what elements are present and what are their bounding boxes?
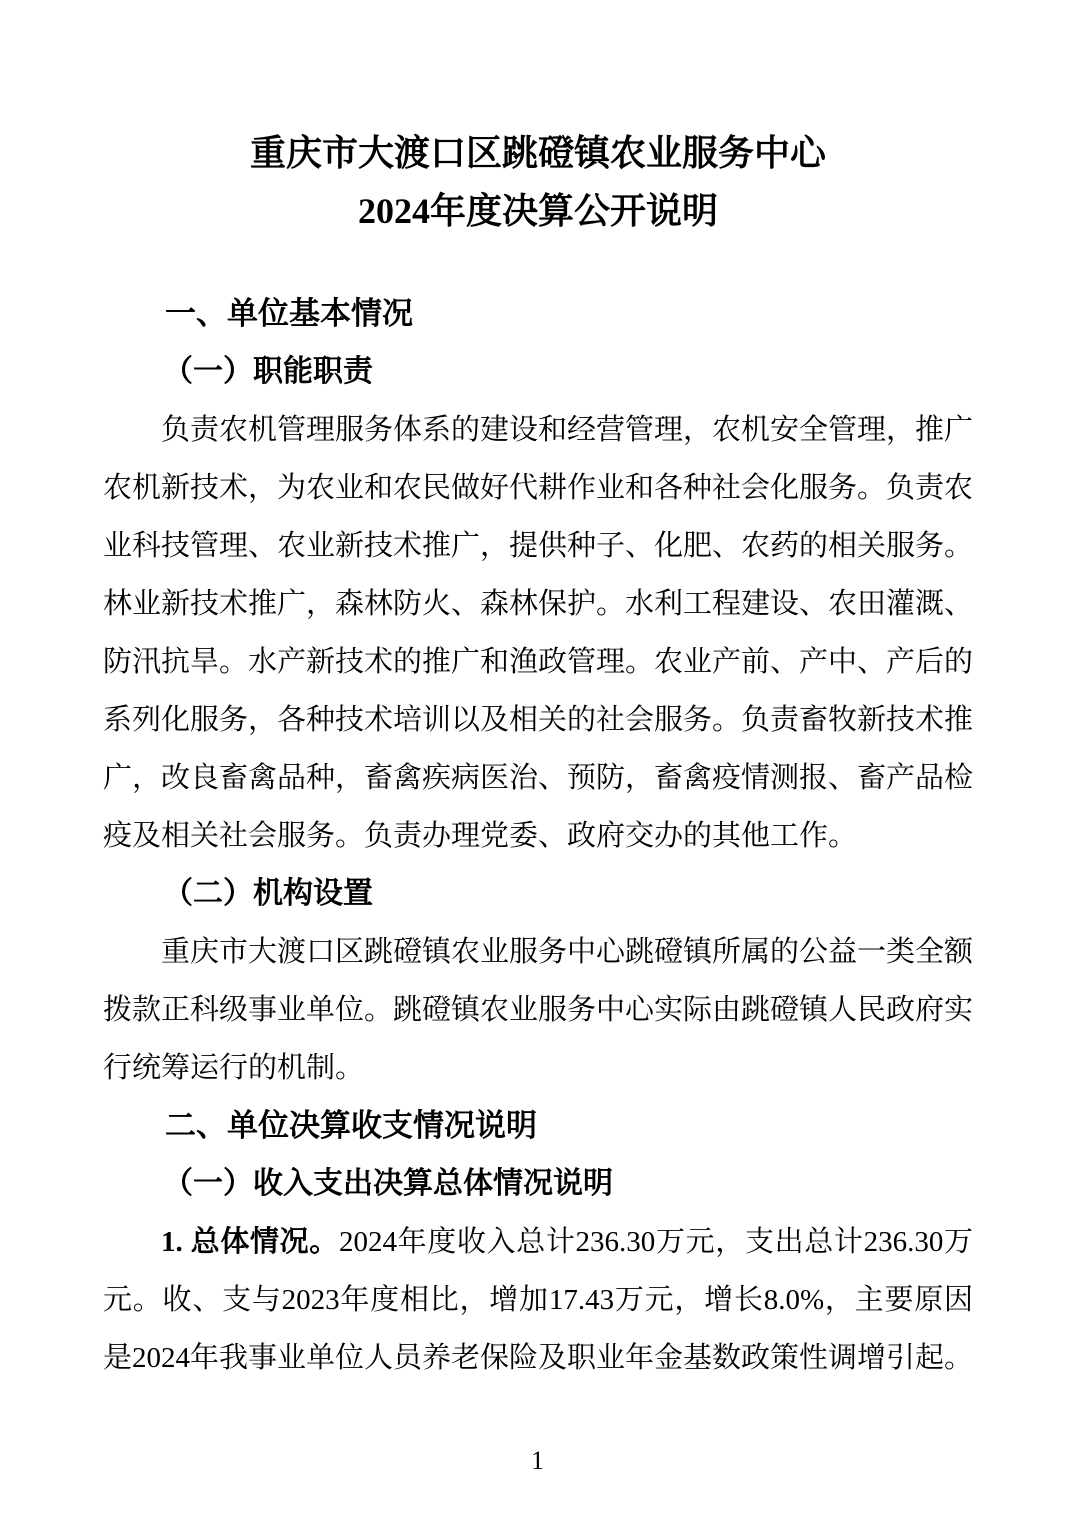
heading-unit-basic-info: 一、单位基本情况: [165, 296, 413, 331]
page-footer: [0, 1446, 1075, 1476]
document-title-line2: 2024年度决算公开说明: [357, 191, 718, 231]
paragraph-organization: 重庆市大渡口区跳磴镇农业服务中心跳磴镇所属的公益一类全额拨款正科级事业单位。跳磴镇农业服务中心实际由跳磴镇人民政府实行统筹运行的机制。: [103, 936, 974, 1084]
document-title-line1: 重庆市大渡口区跳磴镇农业服务中心: [249, 133, 826, 173]
paragraph-overall-situation: [103, 1213, 973, 1387]
heading-organization: （二）机构设置: [163, 877, 373, 910]
heading-budget-explanation: 二、单位决算收支情况说明: [165, 1108, 537, 1143]
document-title: [103, 124, 973, 240]
paragraph-duties: 负责农机管理服务体系的建设和经营管理，农机安全管理，推广农机新技术，为农业和农民做好代耕作业和各种社会化服务。负责农业科技管理、农业新技术推广，提供种子、化肥、农药的相关服务。林业新技术推广，森林防火、森林保护。水利工程建设、农田灌溉、防汛抗旱。水产新技术的推广和渔政管理。农业产前、产中、产后的系列化服务，各种技术培训以及相关的社会服务。负责畜牧新技术推广，改良畜禽品种，畜禽疾病医治、预防，畜禽疫情测报、畜产品检疫及相关社会服务。负责办理党委、政府交办的其他工作。: [103, 414, 974, 852]
page-number: 1: [531, 1446, 544, 1475]
paragraph-overall-lead: 1. 总体情况。: [161, 1226, 339, 1258]
heading-income-expenditure-overview: （一）收入支出决算总体情况说明: [163, 1167, 613, 1200]
paragraph-overall-text: 2024年度收入总计236.30万元，支出总计236.30万元。收、支与2023年度相比，增加17.43万元，增长8.0%，主要原因是2024年我事业单位人员养老保险及职业年金基数政策性调增引起。: [103, 1226, 974, 1374]
heading-duties: （一）职能职责: [163, 355, 373, 388]
